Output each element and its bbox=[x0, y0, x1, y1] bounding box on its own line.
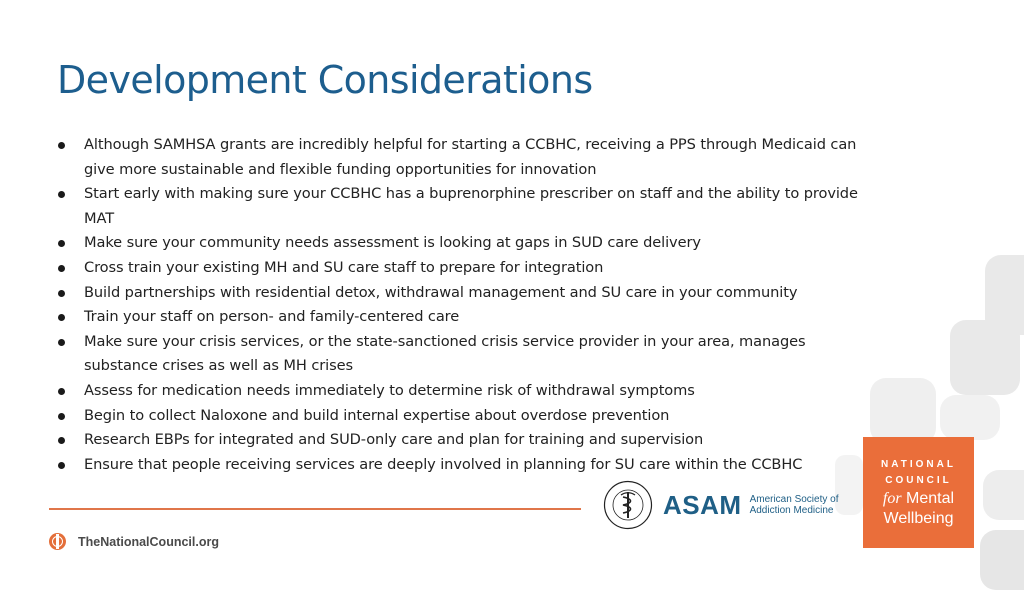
bullet-item bbox=[58, 453, 868, 478]
asam-line2: Addiction Medicine bbox=[749, 505, 834, 516]
bullet-text: Although SAMHSA grants are incredibly helpful for starting a CCBHC, receiving a PPS through Medicaid can give more sustainable and flexible funding opportunities for innovation bbox=[84, 136, 857, 178]
bullet-dot bbox=[58, 413, 65, 420]
bullet-item bbox=[58, 330, 868, 379]
bullet-text: Build partnerships with residential detox, withdrawal management and SU care in your community bbox=[84, 283, 798, 301]
footer-brand bbox=[49, 533, 219, 550]
bullet-text: Make sure your community needs assessment is looking at gaps in SUD care delivery bbox=[84, 234, 701, 252]
nc-for: for bbox=[882, 490, 902, 507]
nc-line3 bbox=[863, 489, 974, 509]
asam-full-name bbox=[750, 494, 839, 516]
bullet-dot bbox=[58, 240, 65, 247]
bullet-item bbox=[58, 428, 868, 453]
footer-divider bbox=[49, 508, 581, 510]
bullet-item bbox=[58, 231, 868, 256]
nc-wellbeing: Wellbeing bbox=[883, 510, 954, 527]
nc-mental: Mental bbox=[906, 490, 955, 507]
bullet-item bbox=[58, 404, 868, 429]
bullet-item bbox=[58, 182, 868, 231]
decor-square bbox=[940, 395, 1000, 440]
bullet-list bbox=[58, 133, 868, 477]
nc-line2: COUNCIL bbox=[885, 475, 952, 486]
asam-acronym: ASAM bbox=[663, 489, 742, 520]
slide-title: Development Considerations bbox=[57, 58, 593, 102]
bullet-text: Start early with making sure your CCBHC has a buprenorphine prescriber on staff and the ability to provide MAT bbox=[84, 185, 858, 227]
bullet-text: Make sure your crisis services, or the state-sanctioned crisis service provider in your area, manages substance crises as well as MH crises bbox=[84, 332, 806, 375]
bullet-dot bbox=[58, 339, 65, 346]
bullet-item bbox=[58, 256, 868, 281]
bullet-text: Train your staff on person- and family-centered care bbox=[84, 308, 460, 326]
bullet-dot bbox=[58, 437, 65, 444]
bullet-dot bbox=[58, 142, 65, 149]
bullet-dot bbox=[58, 290, 65, 297]
bullet-text: Assess for medication needs immediately to determine risk of withdrawal symptoms bbox=[84, 381, 695, 399]
bullet-dot bbox=[58, 265, 65, 272]
bullet-dot bbox=[58, 191, 65, 198]
bullet-item bbox=[58, 281, 868, 306]
bullet-item bbox=[58, 379, 868, 404]
decor-square bbox=[983, 470, 1024, 520]
decor-square bbox=[980, 530, 1024, 590]
asam-seal-icon bbox=[603, 480, 653, 530]
bullet-dot bbox=[58, 462, 65, 469]
bullet-dot bbox=[58, 314, 65, 321]
national-council-globe-icon bbox=[49, 533, 66, 550]
bullet-item bbox=[58, 305, 868, 330]
bullet-text: Begin to collect Naloxone and build internal expertise about overdose prevention bbox=[84, 406, 670, 424]
decor-square bbox=[950, 320, 1020, 395]
footer-url[interactable]: TheNationalCouncil.org bbox=[78, 534, 219, 549]
asam-logo bbox=[603, 480, 839, 530]
nc-line1: NATIONAL bbox=[881, 459, 956, 470]
asam-line1: American Society of bbox=[749, 494, 839, 505]
decor-square bbox=[870, 378, 936, 444]
bullet-dot bbox=[58, 388, 65, 395]
bullet-text: Research EBPs for integrated and SUD-only care and plan for training and supervision bbox=[84, 431, 704, 449]
national-council-logo bbox=[863, 437, 974, 548]
bullet-item bbox=[58, 133, 868, 182]
bullet-text: Cross train your existing MH and SU care staff to prepare for integration bbox=[84, 258, 604, 276]
bullet-text: Ensure that people receiving services are deeply involved in planning for SU care within the CCBHC bbox=[84, 455, 803, 473]
